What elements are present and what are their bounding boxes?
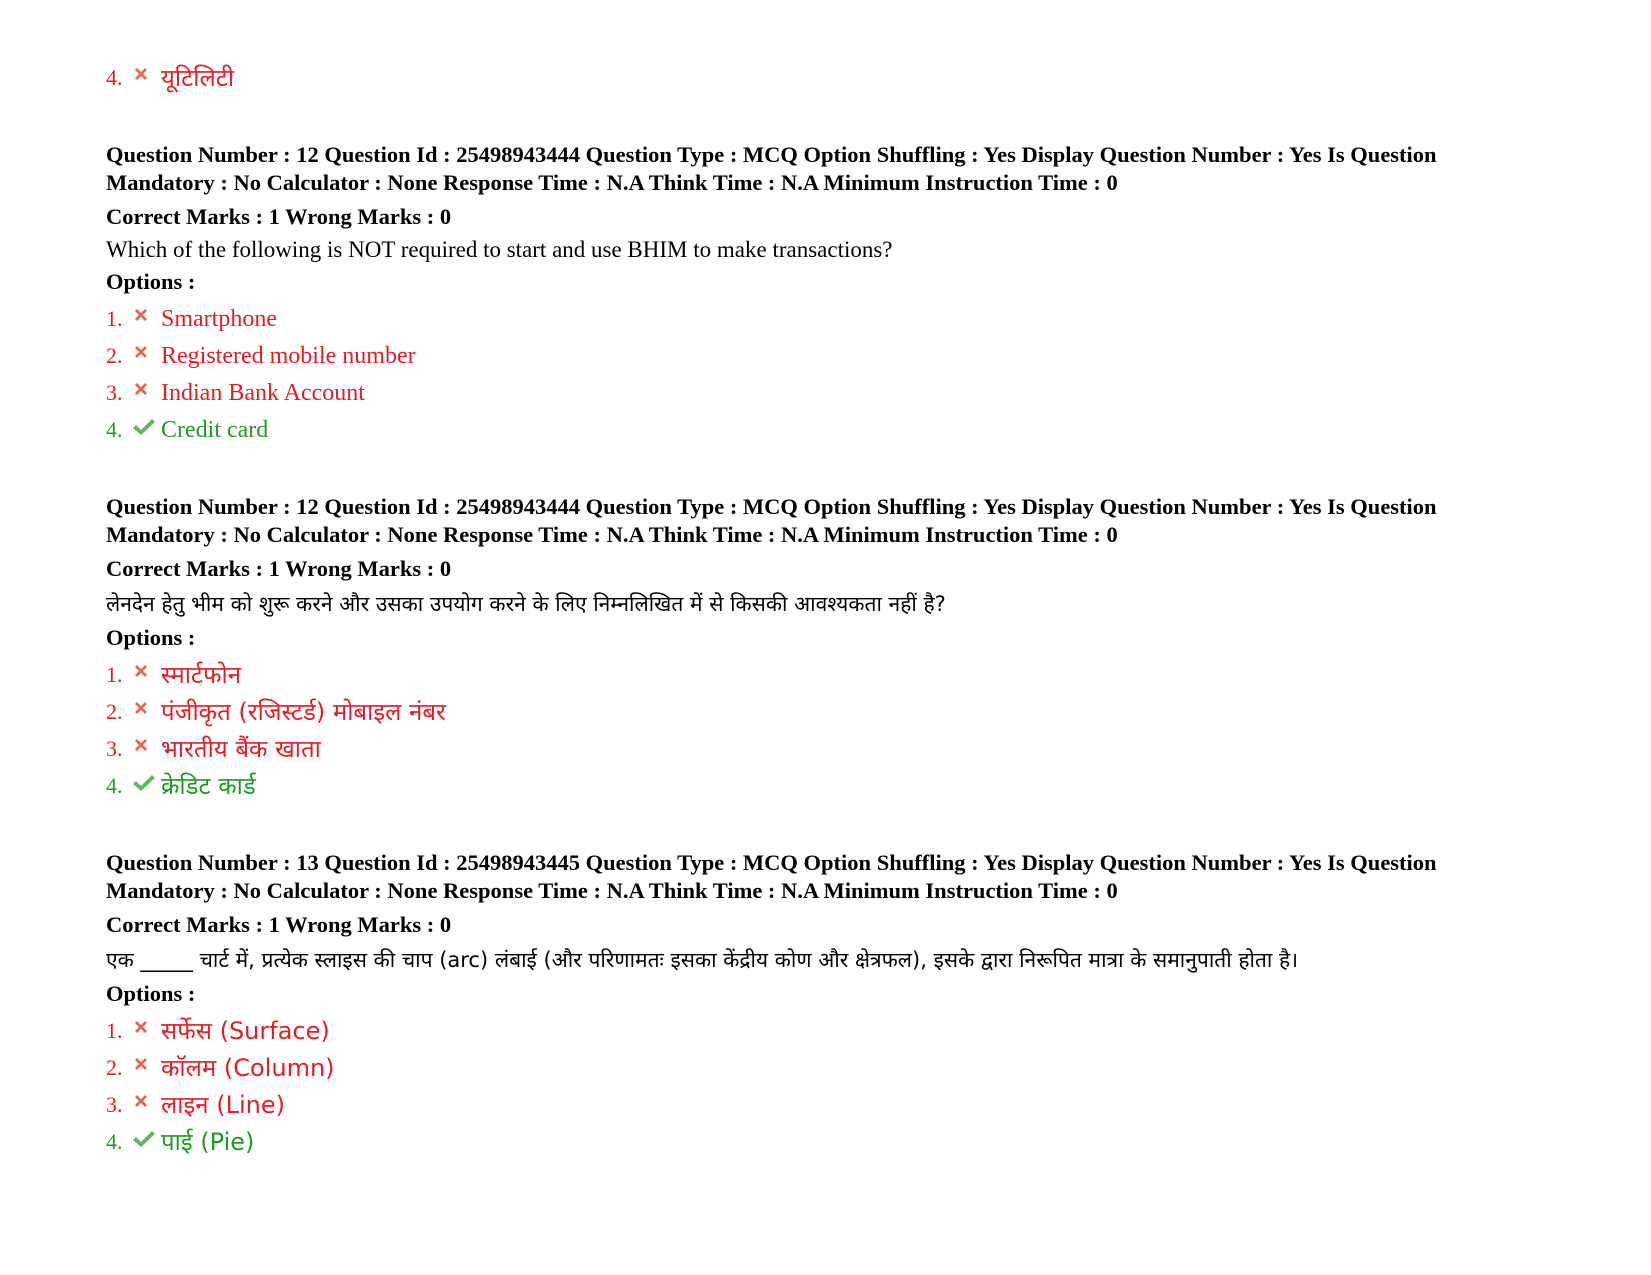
options-label: Options : <box>106 269 196 294</box>
option-text: भारतीय बैंक खाता <box>161 735 321 763</box>
option-text: कॉलम (Column) <box>161 1054 335 1082</box>
option-text: सर्फेस (Surface) <box>161 1017 330 1045</box>
question-meta: Question Number : 12 Question Id : 25498943444 Question Type : MCQ Option Shuffling : Yes Display Question Number : Yes Is Question Mandatory : No Calculator : None Response Time : N.A Think Time : N.A Minimum Instruction Time : 0 <box>106 142 1437 195</box>
option-number: 4. <box>106 1129 123 1154</box>
option-row <box>106 1120 1626 1157</box>
option-row <box>106 408 1626 445</box>
question-block <box>106 849 1626 1157</box>
check-icon <box>132 771 161 801</box>
cross-icon <box>132 734 161 764</box>
option-number: 2. <box>106 343 123 368</box>
check-icon <box>132 415 161 445</box>
option-row <box>106 56 1626 93</box>
option-number: 1. <box>106 1018 123 1043</box>
question-marks: Correct Marks : 1 Wrong Marks : 0 <box>106 204 452 229</box>
question-text: Which of the following is NOT required to start and use BHIM to make transactions? <box>106 237 893 262</box>
cross-icon <box>132 63 161 93</box>
option-row <box>106 1009 1626 1046</box>
cross-icon <box>132 660 161 690</box>
option-row <box>106 1046 1626 1083</box>
option-number: 3. <box>106 736 123 761</box>
option-text: Indian Bank Account <box>161 380 365 406</box>
cross-icon <box>132 304 161 334</box>
option-text: Credit card <box>161 417 269 443</box>
question-text: लेनदेन हेतु भीम को शुरू करने और उसका उपयोग करने के लिए निम्नलिखित में से किसकी आवश्यकता नहीं है? <box>106 592 946 616</box>
question-marks: Correct Marks : 1 Wrong Marks : 0 <box>106 912 452 937</box>
option-text: लाइन (Line) <box>161 1091 285 1119</box>
question-meta: Question Number : 13 Question Id : 25498943445 Question Type : MCQ Option Shuffling : Yes Display Question Number : Yes Is Question Mandatory : No Calculator : None Response Time : N.A Think Time : N.A Minimum Instruction Time : 0 <box>106 850 1437 903</box>
option-text: स्मार्टफोन <box>161 661 242 689</box>
cross-icon <box>132 1090 161 1120</box>
option-row <box>106 690 1626 727</box>
option-number: 4. <box>106 773 123 798</box>
option-text: Smartphone <box>161 306 277 332</box>
option-text: पाई (Pie) <box>161 1128 255 1156</box>
option-number: 4. <box>106 417 123 442</box>
option-number: 2. <box>106 1055 123 1080</box>
options-label: Options : <box>106 981 196 1006</box>
option-row <box>106 297 1626 334</box>
option-number: 2. <box>106 699 123 724</box>
question-text: एक _____ चार्ट में, प्रत्येक स्लाइस की चाप (arc) लंबाई (और परिणामतः इसका केंद्रीय कोण और क्षेत्रफल), इसके द्वारा निरूपित मात्रा के समानुपाती होता है। <box>106 948 1299 972</box>
check-icon <box>132 1127 161 1157</box>
cross-icon <box>132 697 161 727</box>
option-row <box>106 764 1626 801</box>
option-row <box>106 371 1626 408</box>
option-row <box>106 1083 1626 1120</box>
question-marks: Correct Marks : 1 Wrong Marks : 0 <box>106 556 452 581</box>
cross-icon <box>132 1016 161 1046</box>
options-label: Options : <box>106 625 196 650</box>
option-text: यूटिलिटी <box>161 64 235 92</box>
question-meta: Question Number : 12 Question Id : 25498943444 Question Type : MCQ Option Shuffling : Yes Display Question Number : Yes Is Question Mandatory : No Calculator : None Response Time : N.A Think Time : N.A Minimum Instruction Time : 0 <box>106 494 1437 547</box>
option-text: पंजीकृत (रजिस्टर्ड) मोबाइल नंबर <box>161 698 446 726</box>
option-text: Registered mobile number <box>161 343 416 369</box>
option-row <box>106 727 1626 764</box>
option-number: 3. <box>106 1092 123 1117</box>
question-block <box>106 493 1626 801</box>
cross-icon <box>132 378 161 408</box>
option-number: 4. <box>106 65 123 90</box>
question-block <box>106 141 1626 445</box>
option-row <box>106 334 1626 371</box>
cross-icon <box>132 1053 161 1083</box>
option-number: 3. <box>106 380 123 405</box>
cross-icon <box>132 341 161 371</box>
option-text: क्रेडिट कार्ड <box>161 772 256 800</box>
option-number: 1. <box>106 306 123 331</box>
option-number: 1. <box>106 662 123 687</box>
question-paper <box>106 56 1626 1157</box>
option-row <box>106 653 1626 690</box>
